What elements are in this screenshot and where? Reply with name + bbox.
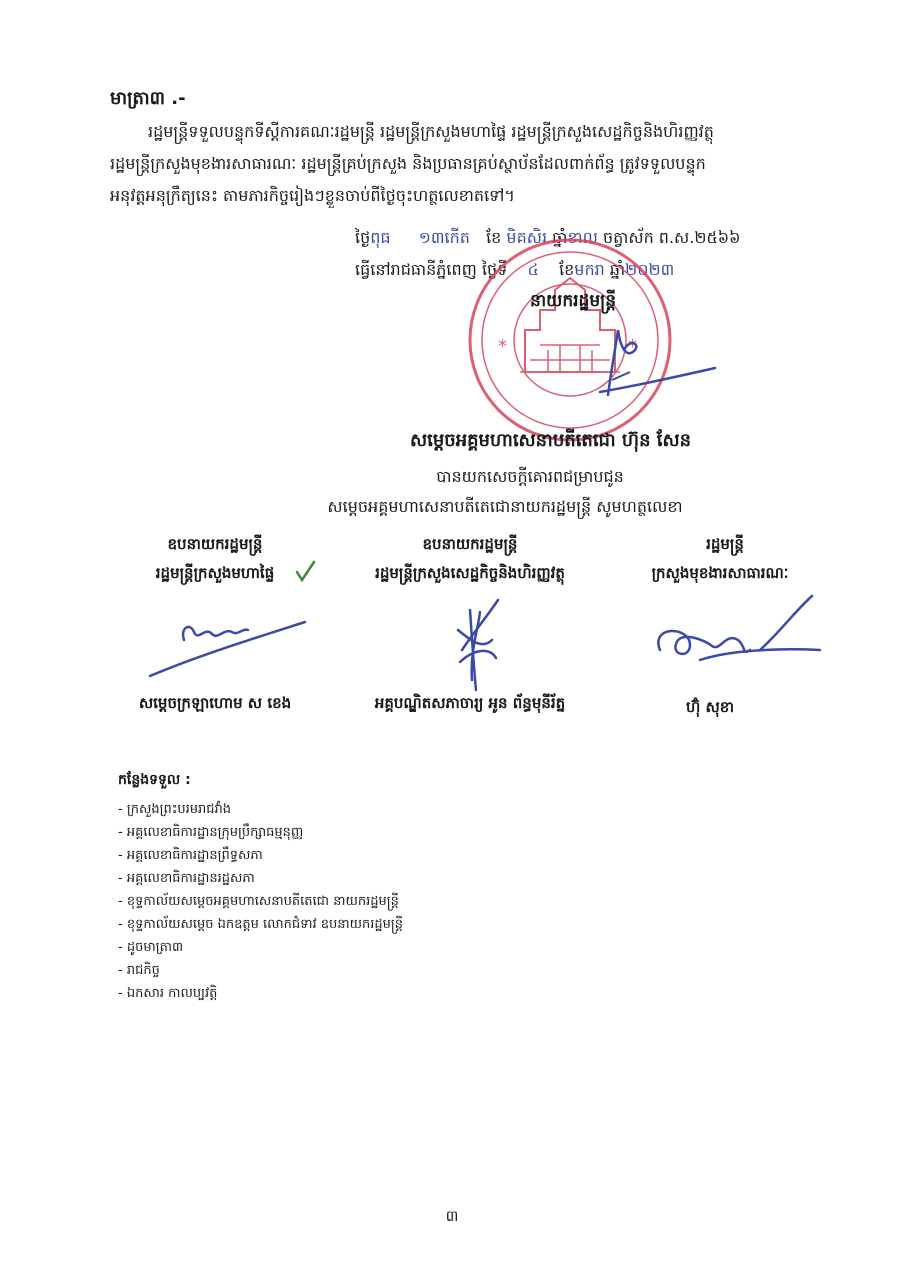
list-item: - ខុទ្ទកាល័យសម្ដេច ឯកឧត្ដម លោកជំទាវ ឧបនាយករដ្ឋមន្ត្រី (118, 917, 404, 932)
list-item: - ដូចមាត្រា៣ (118, 940, 184, 955)
list-item: - ក្រសួងព្រះបរមរាជវាំង (118, 802, 232, 817)
lunar-day: ពុធ (370, 228, 391, 247)
signatory-1-title: ឧបនាយករដ្ឋមន្ត្រី (167, 535, 263, 553)
solar-year: ២០២៣ (625, 260, 675, 279)
list-item: - អគ្គលេខាធិការដ្ឋានព្រឹទ្ធសភា (118, 848, 263, 863)
pm-name: សម្ដេចអគ្គមហាសេនាបតីតេជោ ហ៊ុន សែន (410, 430, 692, 451)
signatory-2-ministry: រដ្ឋមន្ត្រីក្រសួងសេដ្ឋកិច្ចនិងហិរញ្ញវត្ថុ (375, 564, 565, 582)
signatory-3-title: រដ្ឋមន្ត្រី (706, 535, 744, 553)
solar-month: មករា (574, 260, 605, 279)
list-item: - រាជកិច្ច (118, 963, 160, 978)
recipients-list (118, 798, 403, 1005)
solar-day: ៤ (527, 260, 539, 279)
lunar-year-label: ឆ្នាំ (552, 228, 568, 247)
check-icon (297, 562, 314, 580)
signatory-1-name: សម្ដេចក្រឡាហោម ស ខេង (138, 694, 292, 712)
signatory-1-ministry: រដ្ឋមន្ត្រីក្រសួងមហាផ្ទៃ (155, 564, 275, 582)
article-paragraph-line-1: រដ្ឋមន្ត្រីទទួលបន្ទុកទីស្ដីការគណៈរដ្ឋមន្ត្រី រដ្ឋមន្ត្រីក្រសួងមហាផ្ទៃ រដ្ឋមន្ត្រីក្រសួងសេដ្ឋកិច្ចនិងហិរញ្ញវត្ថុ (148, 122, 714, 141)
list-item: - អគ្គលេខាធិការដ្ឋានក្រុមប្រឹក្សាធម្មនុញ្ញ (118, 825, 304, 840)
lunar-day-label: ថ្ងៃ (355, 228, 371, 247)
submission-line-2: សម្ដេចអគ្គមហាសេនាបតីតេជោនាយករដ្ឋមន្ត្រី សូមហត្ថលេខា (327, 497, 683, 516)
lunar-month-label: ខែ (486, 228, 502, 247)
signature-1 (150, 622, 305, 676)
list-item: - ឯកសារ កាលប្បវត្តិ (118, 986, 218, 1001)
list-item: - អគ្គលេខាធិការដ្ឋានរដ្ឋសភា (118, 871, 255, 886)
signatory-2-name: អគ្គបណ្ឌិតសភាចារ្យ អូន ព័ន្ធមុនីរ័ត្ន (374, 694, 566, 712)
list-item: - ខុទ្ទកាល័យសម្ដេចអគ្គមហាសេនាបតីតេជោ នាយករដ្ឋមន្ត្រី (118, 894, 399, 909)
lunar-month: មិគសិរ (506, 228, 548, 247)
signatory-2-title: ឧបនាយករដ្ឋមន្ត្រី (422, 535, 518, 553)
pm-title: នាយករដ្ឋមន្ត្រី (530, 291, 616, 311)
solar-month-label: ខែ (559, 260, 575, 279)
page-number: ៣ (445, 1207, 459, 1225)
signatory-3-ministry: ក្រសួងមុខងារសាធារណៈ (651, 564, 789, 582)
submission-line-1: បានយកសេចក្ដីគោរពជម្រាបជូន (436, 467, 624, 486)
svg-text:*: * (628, 336, 637, 357)
solar-place: ធ្វើនៅរាជធានីភ្នំពេញ ថ្ងៃទី (355, 260, 508, 279)
lunar-date: ១៣កើត (418, 228, 470, 247)
signature-2 (458, 600, 498, 690)
article-paragraph-line-2: រដ្ឋមន្ត្រីក្រសួងមុខងារសាធារណៈ រដ្ឋមន្ត្រីគ្រប់ក្រសួង និងប្រធានគ្រប់ស្ថាប័នដែលពាក់ព័ន្ធ ត្រូវទទួលបន្ទុក (110, 154, 706, 173)
solar-year-label: ឆ្នាំ (609, 260, 626, 279)
article-paragraph-line-3: អនុវត្តអនុក្រឹត្យនេះ តាមភារកិច្ចរៀងៗខ្លួនចាប់ពីថ្ងៃចុះហត្ថលេខាតទៅ។ (110, 186, 515, 205)
recipients-heading: កន្លែងទទួល : (118, 772, 191, 788)
signatory-3-name: ហ៊ុំ សុខា (685, 698, 735, 716)
lunar-era: ចត្វាស័ក ព.ស.២៥៦៦ (602, 228, 741, 247)
article-heading: មាត្រា៣ .- (110, 88, 186, 109)
lunar-year-animal: ខាល (567, 228, 598, 247)
signature-3 (658, 596, 820, 660)
svg-text:*: * (498, 336, 507, 357)
